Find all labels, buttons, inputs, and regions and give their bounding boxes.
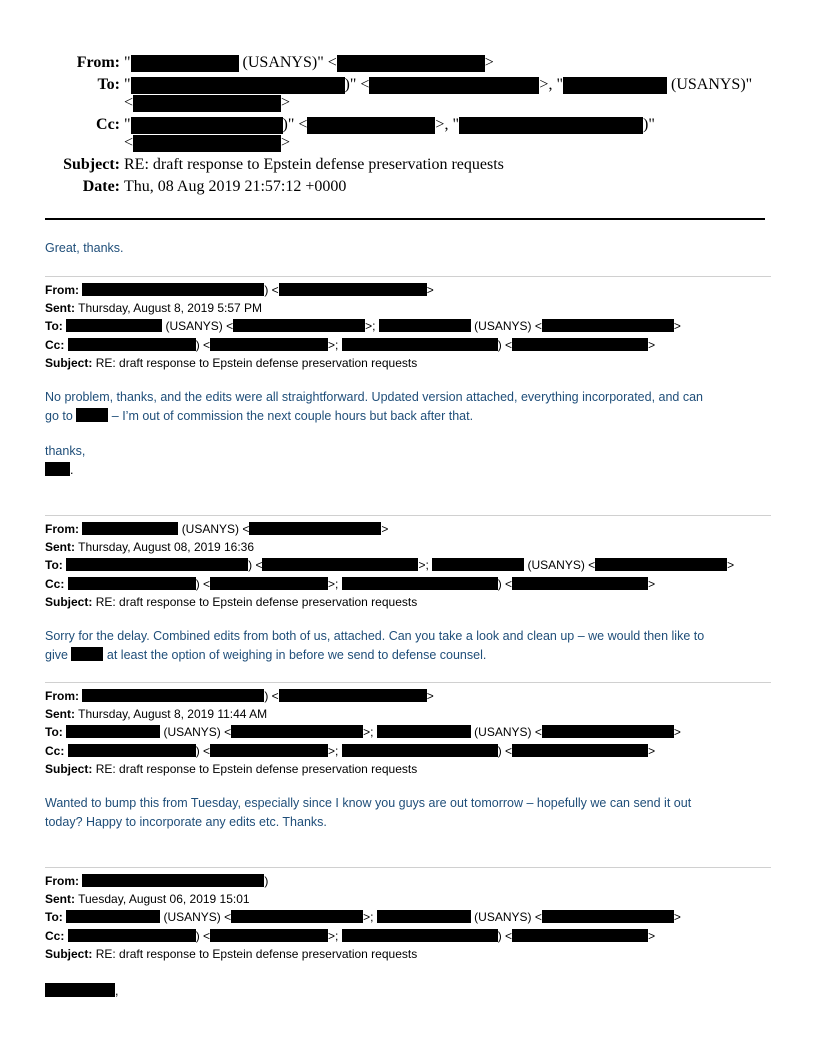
redaction: [71, 647, 103, 661]
email-subject-line: Subject: RE: draft response to Epstein defense preservation requests: [45, 355, 418, 370]
redaction: [45, 462, 70, 476]
redaction: [512, 577, 648, 590]
redaction: [563, 77, 667, 94]
email-3-body: Wanted to bump this from Tuesday, especially since I know you guys are out tomorrow – hopefully we can send it out today? Happy to incorporate any edits etc. Thanks.: [45, 796, 692, 829]
redaction: [68, 338, 196, 351]
reply-body: Great, thanks.: [45, 241, 124, 255]
email-from-line: From: (USANYS) < >: [45, 522, 389, 536]
redaction: [432, 558, 524, 571]
redaction: [68, 929, 196, 942]
email-cc-line: Cc: ) < >; ) < >: [45, 743, 656, 758]
redaction: [133, 135, 281, 152]
email-subject-line: Subject: RE: draft response to Epstein defense preservation requests: [45, 594, 418, 609]
header-subject-label: Subject:: [63, 156, 120, 173]
redaction: [542, 319, 674, 332]
email-from-line: From: ) < >: [45, 689, 434, 703]
header-cc-label: Cc:: [96, 116, 120, 133]
redaction: [369, 77, 539, 94]
header-to-tail: (USANYS)": [670, 76, 753, 93]
email-1-header: [45, 281, 770, 372]
header-to-label: To:: [97, 76, 120, 93]
redaction: [76, 408, 108, 422]
email-sent-line: Sent: Tuesday, August 06, 2019 15:01: [45, 892, 250, 907]
email-subject: RE: draft response to Epstein defense preservation requests: [95, 355, 418, 370]
redaction: [82, 874, 264, 887]
redaction: [82, 283, 264, 296]
email-subject: RE: draft response to Epstein defense preservation requests: [95, 946, 418, 961]
redaction: [595, 558, 727, 571]
redaction: [66, 725, 160, 738]
redaction: [512, 929, 648, 942]
email-to-line: To: ) < >; (USANYS) < >: [45, 558, 735, 573]
header-subject: RE: draft response to Epstein defense preservation requests: [124, 156, 504, 173]
email-sent: Tuesday, August 06, 2019 15:01: [78, 892, 250, 907]
header-from-tail: (USANYS)" <: [242, 54, 337, 71]
redaction: [66, 319, 162, 332]
message-divider: [45, 867, 771, 868]
email-sent-line: Sent: Thursday, August 8, 2019 5:57 PM: [45, 301, 263, 316]
email-4-header: [45, 872, 770, 963]
email-to-line: To: (USANYS) < >; (USANYS) < >: [45, 910, 681, 925]
email-sent-line: Sent: Thursday, August 08, 2019 16:36: [45, 540, 255, 555]
redaction: [262, 558, 418, 571]
redaction: [377, 910, 471, 923]
email-to-line: To: (USANYS) < >; (USANYS) < >: [45, 725, 681, 740]
email-sent: Thursday, August 8, 2019 5:57 PM: [78, 301, 263, 316]
redaction: [342, 929, 498, 942]
redaction: [342, 338, 498, 351]
redaction: [45, 983, 115, 997]
email-2-body: Sorry for the delay. Combined edits from both of us, attached. Can you take a look and clean up – we would then like to give at least the option of weighing in before we send to defense counsel.: [45, 629, 705, 662]
email-subject: RE: draft response to Epstein defense preservation requests: [95, 594, 418, 609]
email-cc-line: Cc: ) < >; ) < >: [45, 337, 656, 352]
header-date-label: Date:: [82, 178, 120, 195]
email-subject-line: Subject: RE: draft response to Epstein defense preservation requests: [45, 761, 418, 776]
redaction: [133, 95, 281, 112]
redaction: [233, 319, 365, 332]
message-divider: [45, 276, 771, 277]
redaction: [210, 577, 328, 590]
email-from-line: From: ): [45, 874, 269, 888]
redaction: [210, 929, 328, 942]
redaction: [210, 338, 328, 351]
redaction: [279, 283, 427, 296]
email-subject: RE: draft response to Epstein defense preservation requests: [95, 761, 418, 776]
email-3-header: [45, 687, 770, 778]
email-cc-line: Cc: ) < >; ) < >: [45, 576, 656, 591]
redaction: [342, 744, 498, 757]
redaction: [249, 522, 381, 535]
header-date: Thu, 08 Aug 2019 21:57:12 +0000: [124, 178, 347, 195]
email-to-line: To: (USANYS) < >; (USANYS) < >: [45, 319, 681, 334]
email-1-closing: thanks, .: [45, 444, 86, 477]
redaction: [542, 910, 674, 923]
redaction: [131, 55, 239, 72]
redaction: [379, 319, 471, 332]
message-divider: [45, 515, 771, 516]
redaction: [337, 55, 485, 72]
email-1-body: No problem, thanks, and the edits were all straightforward. Updated version attached, everything incorporated, and can go to – I’m out of commission the next couple hours but back after that.: [45, 390, 704, 423]
redaction: [210, 744, 328, 757]
email-subject-line: Subject: RE: draft response to Epstein defense preservation requests: [45, 946, 418, 961]
message-divider: [45, 682, 771, 683]
redaction: [342, 577, 498, 590]
redaction: [512, 338, 648, 351]
redaction: [459, 117, 643, 134]
email-sent: Thursday, August 08, 2019 16:36: [78, 540, 255, 555]
email-sent-line: Sent: Thursday, August 8, 2019 11:44 AM: [45, 707, 268, 722]
redaction: [66, 558, 248, 571]
email-cc-line: Cc: ) < >; ) < >: [45, 928, 656, 943]
email-sent: Thursday, August 8, 2019 11:44 AM: [78, 707, 268, 722]
header-from-label: From:: [76, 54, 120, 71]
redaction: [377, 725, 471, 738]
email-2-header: [45, 520, 770, 611]
redaction: [68, 744, 196, 757]
redaction: [307, 117, 435, 134]
email-4-salutation: ,: [45, 982, 118, 1000]
redaction: [542, 725, 674, 738]
redaction: [512, 744, 648, 757]
redaction: [82, 689, 264, 702]
email-from-line: From: ) < >: [45, 283, 434, 297]
header-divider: [45, 218, 765, 220]
redaction: [66, 910, 160, 923]
redaction: [231, 910, 363, 923]
redaction: [279, 689, 427, 702]
document-page: From: " (USANYS)" < > To: " )" < >, " (USANYS)" < > Cc: " )" < >, " )" < > Subject: RE: draft response to Epstein defense preservation requests Date: Thu, 08 Aug 2019 21:57:12 +0000 Great, thanks. From: ) < > Sent: Thursday, August 8, 2019 5:57 PM To: (USANYS) < >; (USANYS) < > Cc: ) < >; ) < > Subject: RE: draft response to Epstein defense preservation requests No problem, thanks, and the edits were all straightforward. Updated version attached, everything incorporated, and can go to – I’m out of commission the next couple hours but back after that. thanks, . From: (USANYS) < > Sent: Thursday, August 08, 2019 16:36 To: ) < >; (USANYS) < > Cc: ) < >; ) < > Subject: RE: draft response to Epstein defense preservation requests Sorry for the delay. Combined edits from both of us, attached. Can you take a look and clean up – we would then like to give at least the option of weighing in before we send to defense counsel. From: ) < > Sent: Thursday, August 8, 2019 11:44 AM To: (USANYS) < >; (USANYS) < > Cc: ) < >; ) < > Subject: RE: draft response to Epstein defense preservation requests Wanted to bump this from Tuesday, especially since I know you guys are out tomorrow – hopefully we can send it out today? Happy to incorporate any edits etc. Thanks. From: ) Sent: Tuesday, August 06, 2019 15:01 To: (USANYS) < >; (USANYS) < > Cc: ) < >; ) < > Subject: RE: draft response to Epstein defense preservation requests ,: [0, 0, 816, 1056]
redaction: [68, 577, 196, 590]
redaction: [82, 522, 178, 535]
redaction: [231, 725, 363, 738]
